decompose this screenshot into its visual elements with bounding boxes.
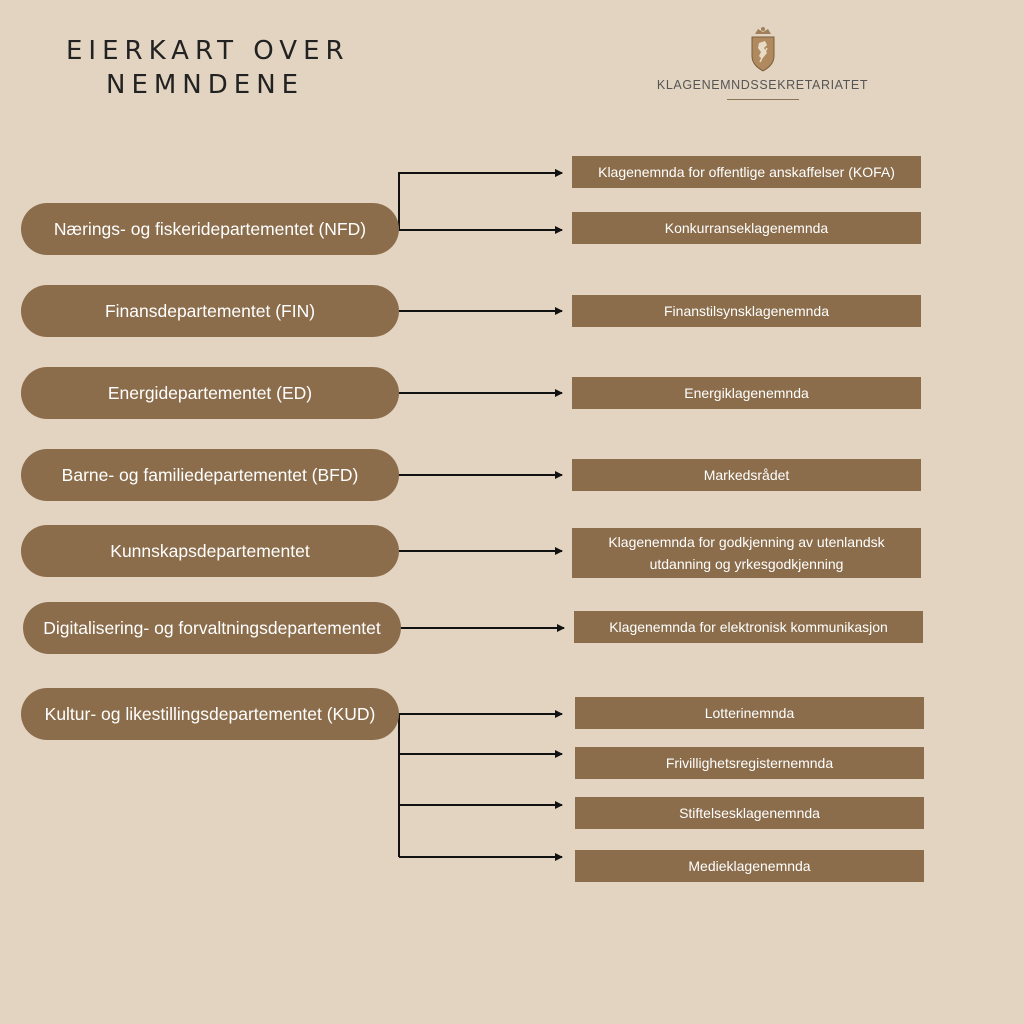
title-line-2: NEMNDENE	[106, 70, 305, 100]
department-kud: Kultur- og likestillingsdepartementet (KUD)	[21, 688, 399, 740]
department-fin: Finansdepartementet (FIN)	[21, 285, 399, 337]
board-medieklagenemnda: Medieklagenemnda	[575, 850, 924, 882]
board-stiftelsesklagenemnda: Stiftelsesklagenemnda	[575, 797, 924, 829]
connector-nfd	[398, 173, 562, 230]
board-kofa: Klagenemnda for offentlige anskaffelser (KOFA)	[572, 156, 921, 188]
organization-name: KLAGENEMNDSSEKRETARIATET	[656, 78, 869, 92]
board-finanstilsynsklagenemnda: Finanstilsynsklagenemnda	[572, 295, 921, 327]
board-markedsradet: Markedsrådet	[572, 459, 921, 491]
department-ed: Energidepartementet (ED)	[21, 367, 399, 419]
board-lotterinemnda: Lotterinemnda	[575, 697, 924, 729]
department-dfd: Digitalisering- og forvaltningsdepartementet	[23, 602, 401, 654]
board-energiklagenemnda: Energiklagenemnda	[572, 377, 921, 409]
department-kd: Kunnskapsdepartementet	[21, 525, 399, 577]
board-utenlandsk-utdanning: Klagenemnda for godkjenning av utenlandsk utdanning og yrkesgodkjenning	[572, 528, 921, 578]
board-elektronisk-kommunikasjon: Klagenemnda for elektronisk kommunikasjon	[574, 611, 923, 643]
title-line-1: EIERKART OVER	[66, 36, 350, 66]
board-frivillighetsregisternemnda: Frivillighetsregisternemnda	[575, 747, 924, 779]
board-konkurranseklagenemnda: Konkurranseklagenemnda	[572, 212, 921, 244]
department-nfd: Nærings- og fiskeridepartementet (NFD)	[21, 203, 399, 255]
department-bfd: Barne- og familiedepartementet (BFD)	[21, 449, 399, 501]
